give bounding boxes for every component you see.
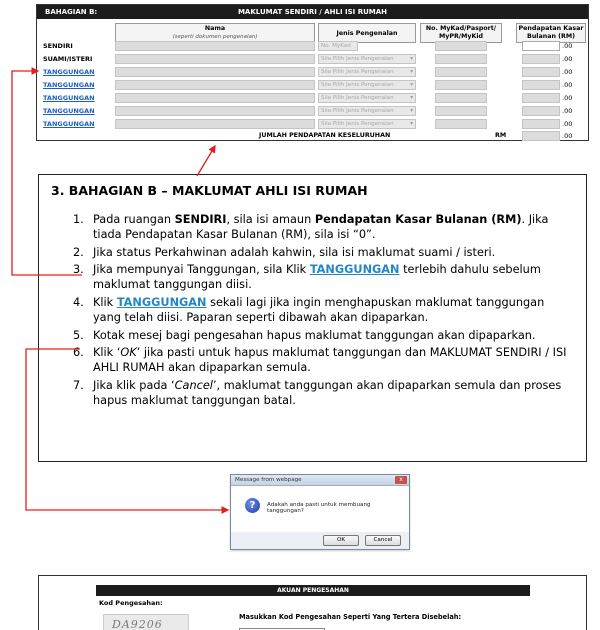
- close-icon[interactable]: x: [395, 476, 407, 484]
- decimal-suffix: .00: [562, 132, 573, 140]
- instruction-item: [73, 263, 573, 293]
- total-income-field: [522, 131, 560, 141]
- chevron-down-icon: ▾: [410, 82, 413, 88]
- name-input[interactable]: [115, 93, 315, 103]
- income-input[interactable]: [522, 80, 560, 90]
- income-input[interactable]: [522, 41, 560, 51]
- dependent-link[interactable]: TANGGUNGAN: [43, 81, 95, 89]
- cancel-button[interactable]: Cancel: [365, 535, 401, 546]
- row-label-spouse: SUAMI/ISTERI: [43, 55, 93, 63]
- id-no-input[interactable]: [435, 67, 487, 77]
- item-text: sekali lagi jika ingin menghapuskan maklumat tanggungan yang telah diisi. Paparan seperti dibawah akan dipaparkan.: [93, 295, 545, 324]
- decimal-suffix: .00: [562, 120, 573, 128]
- col-header-id-type-label: Jenis Pengenalan: [336, 30, 398, 37]
- item-italic: OK: [120, 346, 137, 360]
- item-text: , sila isi amaun: [226, 213, 315, 226]
- chevron-down-icon: ▾: [410, 121, 413, 127]
- id-type-placeholder: Sila Pilih Jenis Pengenalan: [321, 108, 394, 114]
- verification-code-label: Kod Pengesahan:: [99, 599, 163, 607]
- id-type-value: No. MyKad: [321, 43, 351, 49]
- id-type-select[interactable]: [318, 54, 416, 64]
- col-header-income-line1: Pendapatan Kasar: [518, 25, 584, 32]
- dialog-body: [231, 486, 409, 532]
- item-number: 7.: [73, 378, 84, 392]
- dependent-link[interactable]: TANGGUNGAN: [43, 107, 95, 115]
- col-header-name: [115, 23, 315, 43]
- item-number: 5.: [73, 328, 84, 342]
- instruction-box: [38, 174, 587, 462]
- name-input[interactable]: [115, 119, 315, 129]
- item-number: 2.: [73, 245, 84, 259]
- item-text: Jika klik pada ‘: [93, 378, 175, 392]
- dialog-titlebar: [231, 475, 409, 486]
- name-input[interactable]: [115, 67, 315, 77]
- id-no-input[interactable]: [435, 93, 487, 103]
- declaration-panel: [38, 575, 587, 630]
- section-title: MAKLUMAT SENDIRI / AHLI ISI RUMAH: [237, 8, 388, 16]
- tanggungan-link[interactable]: TANGGUNGAN: [116, 295, 207, 309]
- col-header-id-no-line1: No. MyKad/Pasport/: [425, 25, 497, 32]
- decimal-suffix: .00: [562, 107, 573, 115]
- name-input[interactable]: [115, 80, 315, 90]
- id-type-select[interactable]: [318, 119, 416, 129]
- total-currency: RM: [495, 132, 507, 139]
- income-input[interactable]: [522, 54, 560, 64]
- item-text: Jika mempunyai Tanggungan, sila Klik: [93, 263, 310, 277]
- name-input[interactable]: [115, 54, 315, 64]
- decimal-suffix: .00: [562, 42, 573, 50]
- item-text: . Jika tiada Pendapatan Kasar Bulanan (RM), sila isi “0”.: [93, 213, 549, 241]
- col-header-id-no: [420, 23, 502, 43]
- verification-instruction: Masukkan Kod Pengesahan Seperti Yang Tertera Disebelah:: [239, 613, 462, 621]
- item-number: 3.: [73, 263, 84, 277]
- name-input[interactable]: [115, 106, 315, 116]
- id-no-input[interactable]: [435, 41, 487, 51]
- income-input[interactable]: [522, 93, 560, 103]
- id-type-placeholder: Sila Pilih Jenis Pengenalan: [321, 56, 394, 62]
- instruction-title: 3. BAHAGIAN B – MAKLUMAT AHLI ISI RUMAH: [51, 183, 368, 198]
- item-text: ’ jika pasti untuk hapus maklumat tanggungan dan MAKLUMAT SENDIRI / ISI AHLI RUMAH akan dipaparkan semula.: [93, 346, 567, 375]
- decimal-suffix: .00: [562, 55, 573, 63]
- id-no-input[interactable]: [435, 106, 487, 116]
- instruction-item: [73, 379, 573, 409]
- id-type-select[interactable]: [318, 106, 416, 116]
- income-input[interactable]: [522, 119, 560, 129]
- item-italic: Cancel: [174, 378, 213, 392]
- instruction-list: [73, 213, 573, 412]
- id-no-input[interactable]: [435, 80, 487, 90]
- row-label-sendiri: SENDIRI: [43, 42, 73, 50]
- col-header-income: [516, 23, 586, 43]
- id-type-placeholder: Sila Pilih Jenis Pengenalan: [321, 69, 394, 75]
- id-type-placeholder: Sila Pilih Jenis Pengenalan: [321, 95, 394, 101]
- income-input[interactable]: [522, 67, 560, 77]
- dialog-title: Message from webpage: [235, 477, 302, 483]
- col-header-name-sub: (seperti dokumen pengenalan): [172, 34, 258, 40]
- dialog-message: Adakah anda pasti untuk membuang tanggungan?: [267, 502, 371, 514]
- instruction-item: [73, 329, 573, 344]
- id-type-select[interactable]: [318, 93, 416, 103]
- dependent-link[interactable]: TANGGUNGAN: [43, 68, 95, 76]
- item-text: Klik ‘: [93, 346, 121, 360]
- chevron-down-icon: ▾: [410, 69, 413, 75]
- item-text: ’, maklumat tanggungan akan dipaparkan semula dan proses hapus maklumat tanggungan batal.: [93, 378, 562, 407]
- id-no-input[interactable]: [435, 54, 487, 64]
- arrow-to-form: [197, 146, 215, 176]
- item-number: 6.: [73, 346, 84, 360]
- item-text: Kotak mesej bagi pengesahan hapus maklumat tanggungan akan dipaparkan.: [93, 328, 536, 342]
- item-number: 1.: [73, 213, 84, 226]
- ok-button[interactable]: OK: [323, 535, 359, 546]
- dependent-link[interactable]: TANGGUNGAN: [43, 120, 95, 128]
- id-type-placeholder: Sila Pilih Jenis Pengenalan: [321, 82, 394, 88]
- id-type-select[interactable]: [318, 80, 416, 90]
- id-type-placeholder: Sila Pilih Jenis Pengenalan: [321, 121, 394, 127]
- item-text: Pada ruangan: [93, 213, 175, 226]
- household-form-panel: [36, 4, 589, 141]
- name-input[interactable]: [115, 41, 315, 51]
- id-no-input[interactable]: [435, 119, 487, 129]
- income-input[interactable]: [522, 106, 560, 116]
- chevron-down-icon: ▾: [410, 95, 413, 101]
- id-type-select[interactable]: [318, 67, 416, 77]
- captcha-image: DA9206: [103, 614, 189, 630]
- instruction-item: [73, 246, 573, 261]
- item-bold: Pendapatan Kasar Bulanan (RM): [314, 213, 522, 226]
- confirm-dialog: [230, 474, 410, 550]
- question-icon: ?: [245, 498, 260, 513]
- item-text: terlebih dahulu sebelum maklumat tanggungan diisi.: [93, 263, 541, 292]
- col-header-income-line2: Bulanan (RM): [527, 33, 575, 40]
- declaration-header: AKUAN PENGESAHAN: [96, 585, 530, 596]
- chevron-down-icon: ▾: [410, 56, 413, 62]
- item-text: Jika status Perkahwinan adalah kahwin, sila isi maklumat suami / isteri.: [93, 245, 496, 259]
- section-label: BAHAGIAN B:: [45, 8, 98, 16]
- decimal-suffix: .00: [562, 68, 573, 76]
- total-income-label: JUMLAH PENDAPATAN KESELURUHAN: [259, 132, 391, 139]
- dependent-link[interactable]: TANGGUNGAN: [43, 94, 95, 102]
- col-header-id-type: [318, 23, 416, 43]
- col-header-name-label: Nama: [204, 25, 226, 32]
- item-text: Klik: [93, 295, 117, 309]
- id-type-readonly: [318, 41, 358, 51]
- item-number: 4.: [73, 295, 84, 309]
- section-header: [37, 5, 588, 19]
- item-bold: SENDIRI: [174, 213, 227, 226]
- decimal-suffix: .00: [562, 81, 573, 89]
- tanggungan-link[interactable]: TANGGUNGAN: [309, 263, 400, 277]
- instruction-item: [73, 213, 573, 243]
- instruction-item: [73, 296, 573, 326]
- decimal-suffix: .00: [562, 94, 573, 102]
- col-header-id-no-line2: MyPR/MyKid: [438, 33, 484, 40]
- chevron-down-icon: ▾: [410, 108, 413, 114]
- instruction-item: [73, 346, 573, 376]
